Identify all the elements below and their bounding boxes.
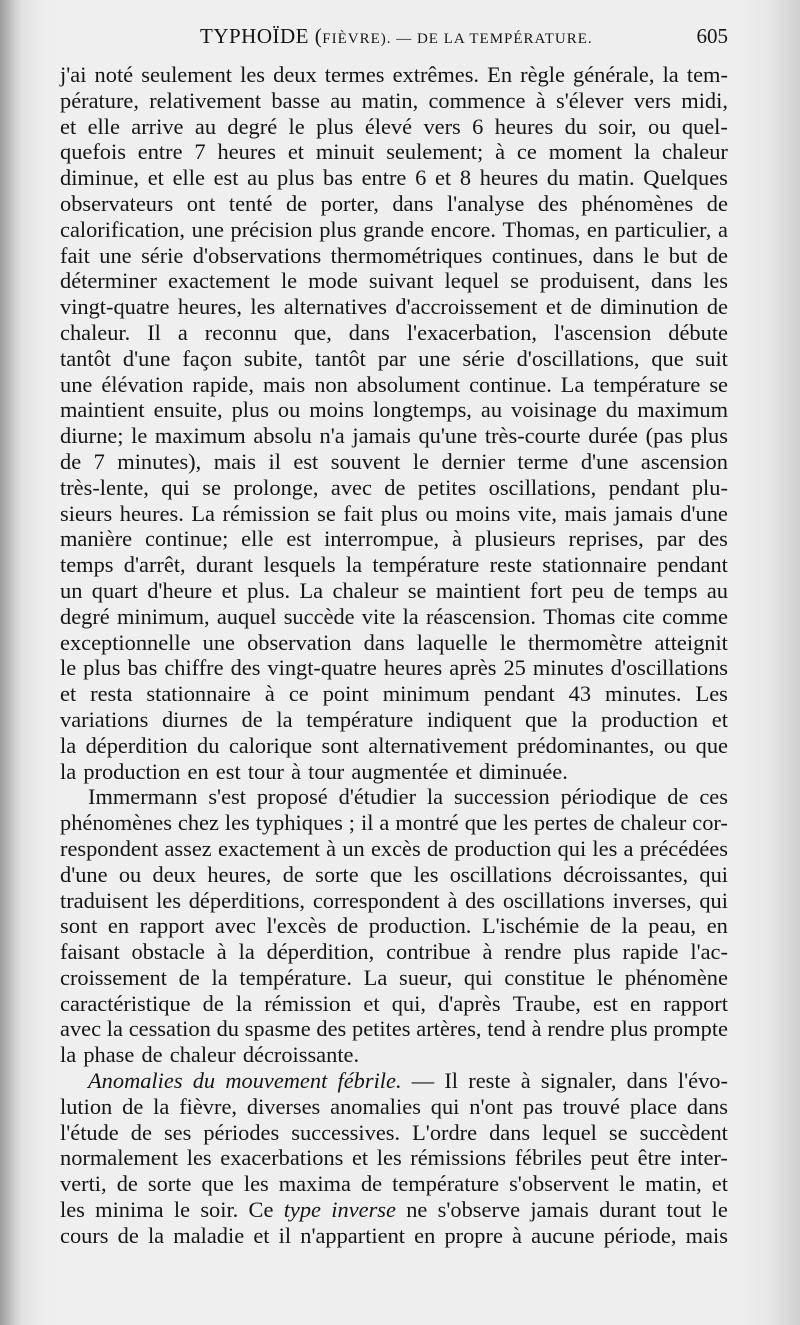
text-line: faisant obstacle à la déperdition, contribue à rendre plus rapide l'ac- [60,939,728,965]
text-line: Anomalies du mouvement fébrile. — Il reste à signaler, dans l'évo- [88,1068,728,1094]
text-line: exceptionnelle une observation dans laquelle le thermomètre atteignit [60,629,728,655]
text-line: traduisent les déperditions, correspondent à des oscillations inverses, qui [60,887,728,913]
text-line: phénomènes chez les typhiques ; il a montré que les pertes de chaleur cor- [60,810,728,836]
text-line: verti, de sorte que les maxima de température s'observent le matin, et [60,1171,728,1197]
text-line: variations diurnes de la température indiquent que la production et [60,706,728,732]
text-line: tantôt d'une façon subite, tantôt par une série d'oscillations, que suit [60,345,728,371]
text-line: vingt-quatre heures, les alternatives d'accroissement et de diminution de [60,294,728,320]
text-line: degré minimum, auquel succède vite la réascension. Thomas cite comme [60,603,728,629]
text-line: diminue, et elle est au plus bas entre 6 et 8 heures du matin. Quelques [60,165,728,191]
text-line: croissement de la température. La sueur, qui constitue le phénomène [60,964,728,990]
text-line: diurne; le maximum absolu n'a jamais qu'une très-courte durée (pas plus [60,423,728,449]
running-header [60,24,728,54]
text-line: j'ai noté seulement les deux termes extrêmes. En règle générale, la tem- [60,62,728,87]
text-line: cours de la maladie et il n'appartient en propre à aucune période, mais [60,1222,728,1248]
text-line: très-lente, qui se prolonge, avec de petites oscillations, pendant plu- [60,474,728,500]
text-line: d'une ou deux heures, de sorte que les oscillations décroissantes, qui [60,861,728,887]
text-line: calorification, une précision plus grande encore. Thomas, en particulier, a [60,216,728,242]
text-line: avec la cessation du spasme des petites artères, tend à rendre plus prompte [60,1016,728,1042]
text-line: pérature, relativement basse au matin, commence à s'élever vers midi, [60,87,728,113]
text-line: caractéristique de la rémission et qui, d'après Traube, est en rapport [60,990,728,1016]
text-line: temps d'arrêt, durant lesquels la température reste stationnaire pendant [60,552,728,578]
text-line: déterminer exactement le mode suivant lequel se produisent, dans les [60,268,728,294]
page-number: 605 [696,24,728,48]
text-line: lution de la fièvre, diverses anomalies qui n'ont pas trouvé place dans [60,1093,728,1119]
text-line: normalement les exacerbations et les rémissions fébriles peut être inter- [60,1145,728,1171]
text-line: manière continue; elle est interrompue, à plusieurs reprises, par des [60,526,728,552]
text-line: le plus bas chiffre des vingt-quatre heures après 25 minutes d'oscillations [60,655,728,681]
text-line: Immermann s'est proposé d'étudier la succession périodique de ces [88,784,728,810]
page-edge-shadow [0,0,22,1325]
text-line: maintient ensuite, plus ou moins longtemps, au voisinage du maximum [60,397,728,423]
text-line: fait une série d'observations thermométriques continues, dans le but de [60,242,728,268]
text-line: et elle arrive au degré le plus élevé vers 6 heures du soir, ou quel- [60,113,728,139]
text-line: chaleur. Il a reconnu que, dans l'exacerbation, l'ascension débute [60,319,728,345]
text-line: l'étude de ses périodes successives. L'ordre dans lequel se succèdent [60,1119,728,1145]
text-line: respondent assez exactement à un excès de production qui les a précédées [60,835,728,861]
text-line: quefois entre 7 heures et minuit seulement; à ce moment la chaleur [60,139,728,165]
text-line: les minima le soir. Ce type inverse ne s'observe jamais durant tout le [60,1197,728,1223]
text-line: la phase de chaleur décroissante. [60,1042,360,1068]
running-title-small-caps: FIÈVRE [322,31,381,47]
text-line: la déperdition du calorique sont alternativement prédominantes, ou que [60,732,728,758]
text-line: et resta stationnaire à ce point minimum pendant 43 minutes. Les [60,681,728,707]
running-title-rest: ). — DE LA TEMPÉRATURE. [380,31,593,47]
text-line: sieurs heures. La rémission se fait plus ou moins vite, mais jamais d'une [60,500,728,526]
running-title [200,24,593,49]
text-line: observateurs ont tenté de porter, dans l'analyse des phénomènes de [60,190,728,216]
text-line: un quart d'heure et plus. La chaleur se maintient fort peu de temps au [60,577,728,603]
text-line: la production en est tour à tour augmentée et diminuée. [60,758,568,784]
text-line: de 7 minutes), mais il est souvent le dernier terme d'une ascension [60,448,728,474]
text-line: sont en rapport avec l'excès de production. L'ischémie de la peau, en [60,913,728,939]
text-line: une élévation rapide, mais non absolument continue. La température se [60,371,728,397]
running-title-main: TYPHOÏDE ( [200,24,323,48]
body-text [60,62,728,1249]
